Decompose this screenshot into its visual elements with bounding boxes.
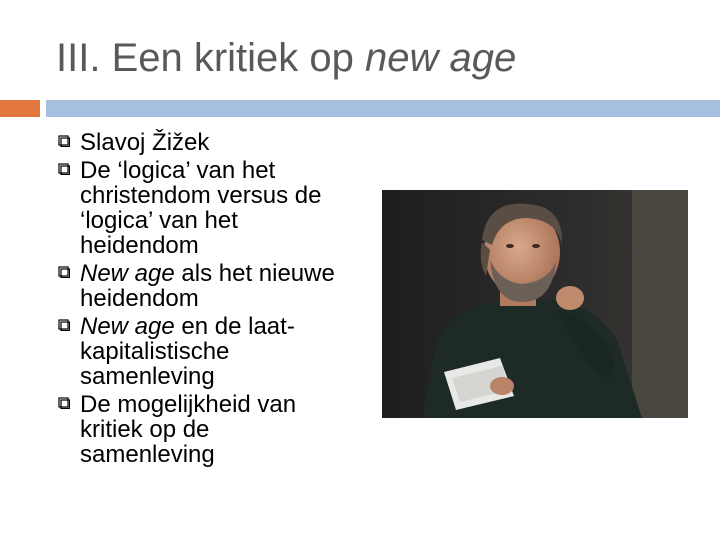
bullet-emphasis: New age <box>80 260 175 287</box>
bullet-item <box>58 392 348 467</box>
bullet-text: als het nieuwe heidendom <box>80 260 335 312</box>
slide-title-main: III. Een kritiek op <box>56 36 366 80</box>
slide-title-emphasis: new age <box>365 36 517 80</box>
accent-bar-blue <box>46 100 720 117</box>
bullet-text: De mogelijkheid van kritiek op de samenleving <box>80 391 297 468</box>
bullet-item <box>58 158 348 258</box>
bullet-text: Slavoj Žižek <box>80 129 210 156</box>
bullet-list <box>58 130 348 470</box>
bullet-text: en de laat-kapitalistische samenleving <box>80 313 295 390</box>
bullet-text: De ‘logica’ van het christendom versus de ‘logica’ van het heidendom <box>80 157 322 259</box>
hollow-square-bullet-icon <box>58 135 70 147</box>
bullet-item <box>58 314 348 389</box>
hollow-square-bullet-icon <box>58 266 70 278</box>
bullet-item <box>58 130 348 155</box>
bullet-emphasis: New age <box>80 313 175 340</box>
portrait-photo <box>382 190 688 418</box>
portrait-illustration <box>382 190 688 418</box>
bullet-item <box>58 261 348 311</box>
slide-title <box>56 34 516 82</box>
hollow-square-bullet-icon <box>58 319 70 331</box>
hollow-square-bullet-icon <box>58 163 70 175</box>
accent-bar-orange <box>0 100 40 117</box>
hollow-square-bullet-icon <box>58 397 70 409</box>
